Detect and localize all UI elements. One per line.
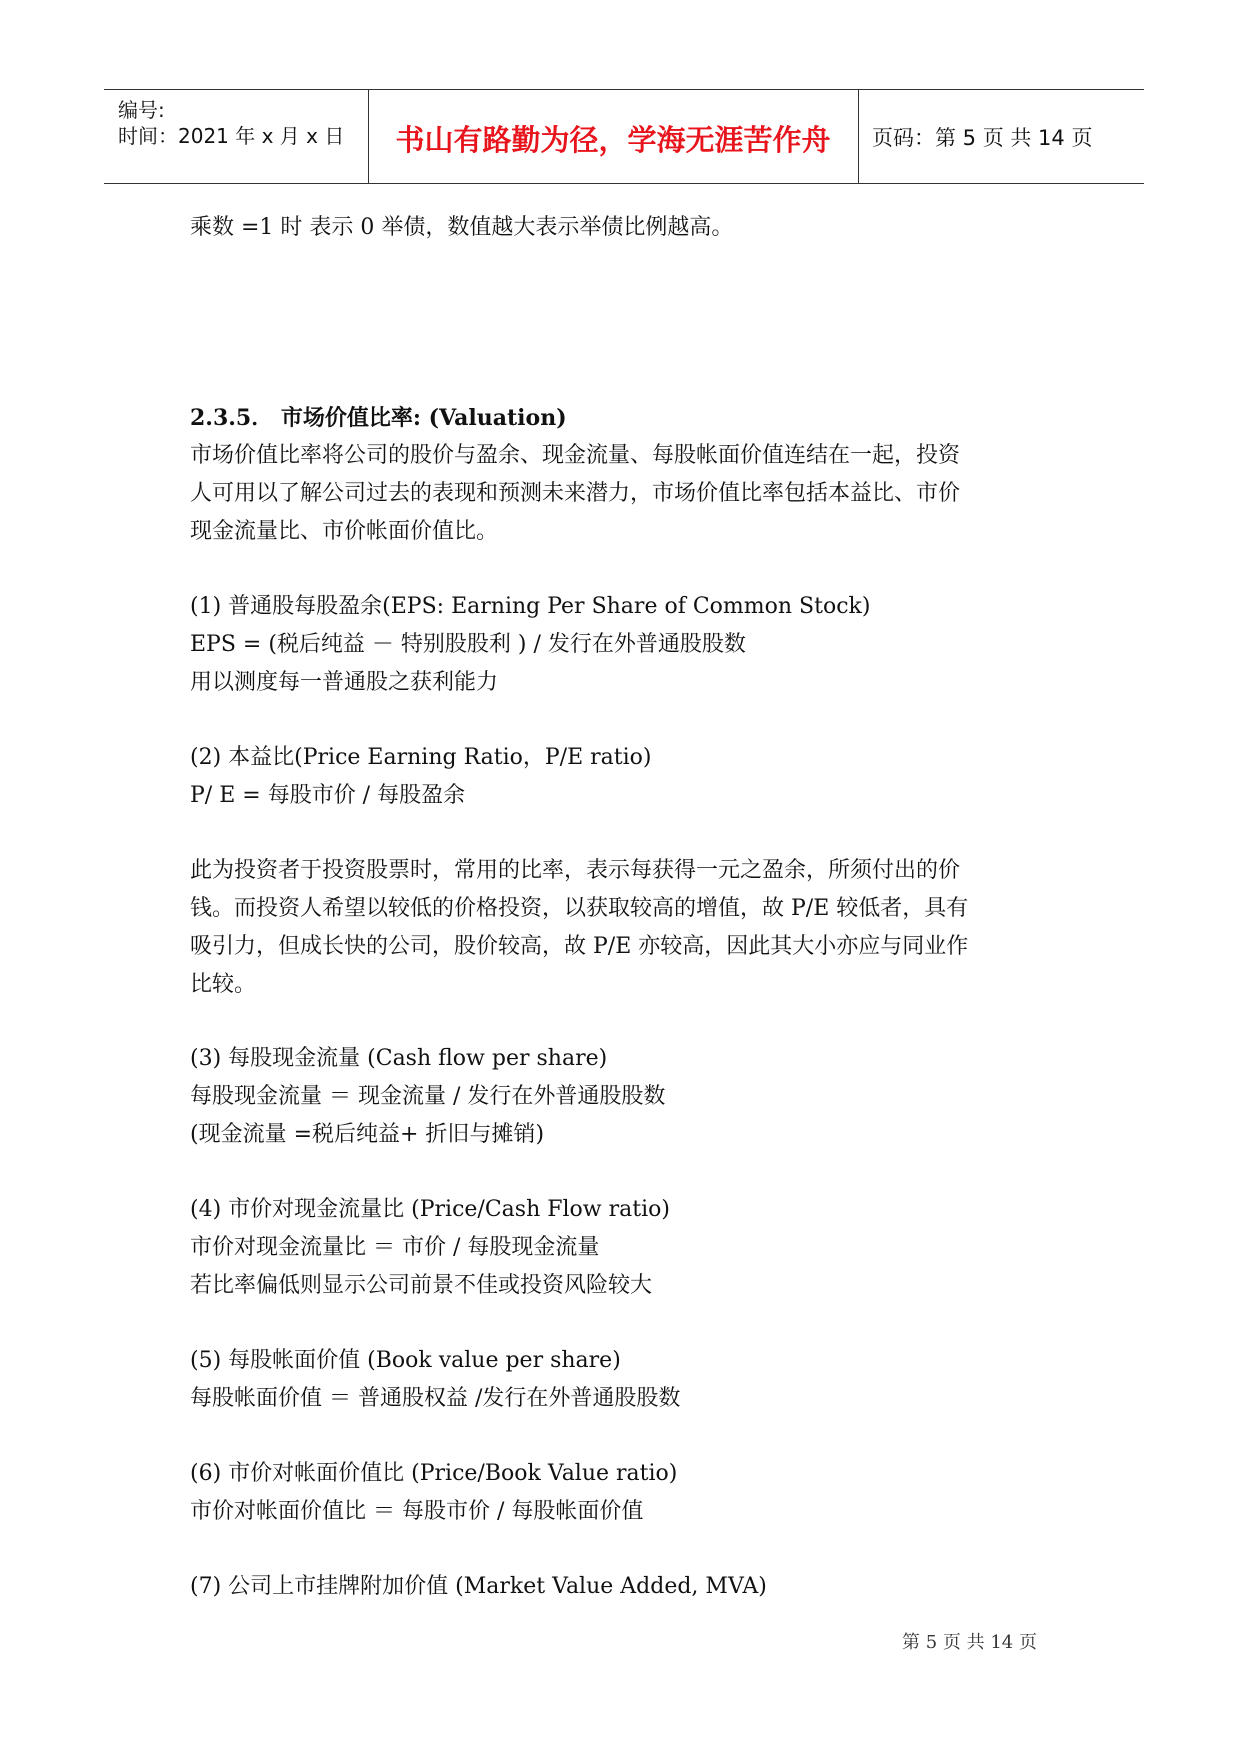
item-1-description: 用以测度每一普通股之获利能力	[190, 670, 499, 695]
item-6-title: (6) 市价对帐面价值比 (Price/Book Value ratio)	[190, 1461, 678, 1486]
page-info: 页码：第 5 页 共 14 页	[872, 126, 1093, 150]
header-motto-cell	[368, 90, 859, 183]
item-1-title: (1) 普通股每股盈余(EPS: Earning Per Share of Common Stock)	[190, 594, 871, 619]
item-2-title: (2) 本益比(Price Earning Ratio，P/E ratio)	[190, 745, 652, 770]
item-2-description-line: 比较。	[190, 972, 257, 997]
item-4-description: 若比率偏低则显示公司前景不佳或投资风险较大	[190, 1273, 653, 1298]
item-3-note: (现金流量 =税后纯益+ 折旧与摊销)	[190, 1122, 545, 1147]
item-2-formula: P/ E = 每股市价 / 每股盈余	[190, 783, 466, 808]
header-left-cell	[104, 90, 369, 183]
section-title: 2.3.5． 市场价值比率: (Valuation)	[190, 405, 567, 431]
item-4-title: (4) 市价对现金流量比 (Price/Cash Flow ratio)	[190, 1197, 670, 1222]
item-7-title: (7) 公司上市挂牌附加价值 (Market Value Added, MVA)	[190, 1574, 767, 1599]
item-3-formula: 每股现金流量 ＝ 现金流量 / 发行在外普通股股数	[190, 1084, 666, 1109]
item-2-description-line: 吸引力，但成长快的公司，股价较高，故 P/E 亦较高，因此其大小亦应与同业作	[190, 934, 969, 959]
section-paragraph-line: 人可用以了解公司过去的表现和预测未来潜力，市场价值比率包括本益比、市价	[190, 481, 961, 506]
section-paragraph-line: 现金流量比、市价帐面价值比。	[190, 519, 499, 544]
item-5-formula: 每股帐面价值 ＝ 普通股权益 /发行在外普通股股数	[190, 1386, 681, 1411]
page-header	[104, 89, 1144, 184]
item-2-description-line: 此为投资者于投资股票时，常用的比率，表示每获得一元之盈余，所须付出的价	[190, 858, 961, 883]
item-5-title: (5) 每股帐面价值 (Book value per share)	[190, 1348, 621, 1373]
item-4-formula: 市价对现金流量比 ＝ 市价 / 每股现金流量	[190, 1235, 600, 1260]
section-paragraph-line: 市场价值比率将公司的股价与盈余、现金流量、每股帐面价值连结在一起，投资	[190, 443, 961, 468]
item-3-title: (3) 每股现金流量 (Cash flow per share)	[190, 1046, 608, 1071]
item-6-formula: 市价对帐面价值比 ＝ 每股市价 / 每股帐面价值	[190, 1499, 644, 1524]
motto-text: 书山有路勤为径，学海无涯苦作舟	[395, 123, 831, 157]
number-label: 编号:	[118, 98, 165, 122]
page-footer: 第 5 页 共 14 页	[902, 1632, 1037, 1653]
item-2-description-line: 钱。而投资人希望以较低的价格投资，以获取较高的增值，故 P/E 较低者，具有	[190, 896, 969, 921]
time-label: 时间：2021 年 x 月 x 日	[118, 124, 345, 148]
header-right-cell	[858, 90, 1144, 183]
item-1-formula: EPS = (税后纯益 － 特别股股利 ) / 发行在外普通股股数	[190, 632, 746, 657]
intro-line: 乘数 =1 时 表示 0 举债，数值越大表示举债比例越高。	[190, 215, 734, 240]
